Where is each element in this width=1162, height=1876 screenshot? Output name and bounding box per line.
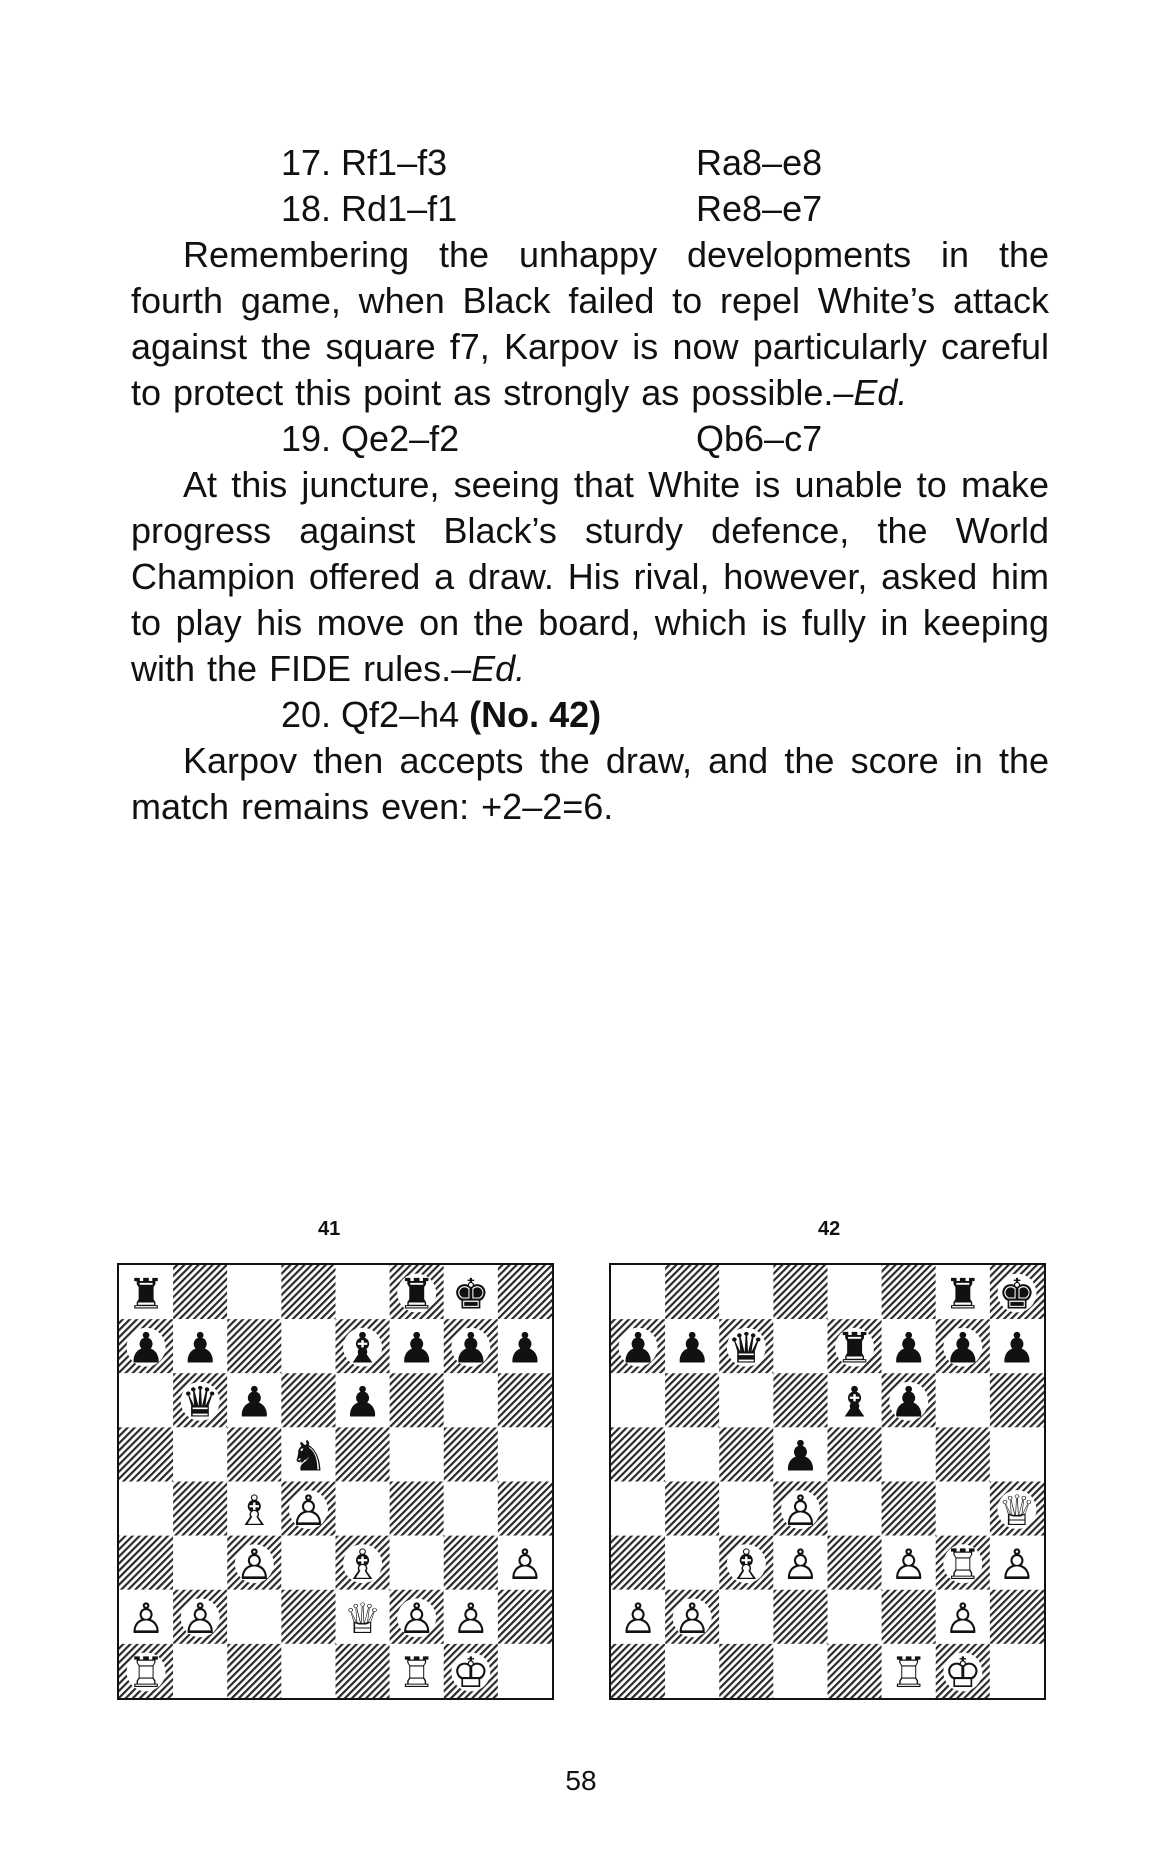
diagram-41-square-f5 xyxy=(390,1427,444,1481)
diagram-41-square-f4 xyxy=(390,1482,444,1536)
diagram-42-square-a3 xyxy=(611,1536,665,1590)
diagram-41-square-a4 xyxy=(119,1482,173,1536)
diagram-41-square-e5 xyxy=(336,1427,390,1481)
diagram-42-square-d6 xyxy=(773,1373,827,1427)
diagram-41-square-d6 xyxy=(281,1373,335,1427)
diagram-42-square-a5 xyxy=(611,1427,665,1481)
diagram-41-board-svg xyxy=(119,1265,552,1698)
diagram-41-square-b5 xyxy=(173,1427,227,1481)
diagram-42-square-a6 xyxy=(611,1373,665,1427)
move-20-text: 20. Qf2–h4 xyxy=(281,694,470,735)
diagram-42-square-e5 xyxy=(828,1427,882,1481)
diagram-42-square-h2 xyxy=(990,1590,1044,1644)
diagram-41-square-h5 xyxy=(498,1427,552,1481)
diagram-42-square-b6 xyxy=(665,1373,719,1427)
diagram-41-square-f3 xyxy=(390,1536,444,1590)
diagram-41-black-pawn-icon: ♟ xyxy=(181,1323,220,1373)
diagram-41-square-c7 xyxy=(227,1319,281,1373)
diagram-41-white-bishop-icon: ♗ xyxy=(343,1539,382,1589)
diagram-41-square-e8 xyxy=(336,1265,390,1319)
diagram-42-square-b4 xyxy=(665,1482,719,1536)
move-18-white: 18. Rd1–f1 xyxy=(281,188,458,229)
diagram-41-square-f6 xyxy=(390,1373,444,1427)
move-17-black: Ra8–e8 xyxy=(696,142,823,183)
diagram-42-square-c6 xyxy=(719,1373,773,1427)
diagram-41-label: 41 xyxy=(318,1218,341,1240)
diagram-42-white-bishop-icon: ♗ xyxy=(727,1539,766,1589)
diagram-42-black-pawn-icon: ♟ xyxy=(619,1323,657,1373)
diagram-41-white-rook-icon: ♖ xyxy=(397,1648,436,1698)
diagram-42-square-c5 xyxy=(719,1427,773,1481)
diagram-42-square-c8 xyxy=(719,1265,773,1319)
diagram-42-white-king-icon: ♔ xyxy=(943,1648,982,1698)
diagram-42-white-pawn-icon: ♙ xyxy=(889,1539,928,1589)
diagram-42-square-e1 xyxy=(828,1644,882,1698)
diagram-41-white-king-icon: ♔ xyxy=(451,1648,490,1698)
diagram-42-white-pawn-icon: ♙ xyxy=(673,1594,712,1644)
move-17 xyxy=(131,140,1049,186)
diagram-41-black-bishop-icon: ♝ xyxy=(343,1323,382,1373)
diagram-41-white-pawn-icon: ♙ xyxy=(451,1594,490,1644)
diagram-41-square-g4 xyxy=(444,1482,498,1536)
commentary-paragraph-3 xyxy=(131,738,1049,830)
diagram-41-square-h8 xyxy=(498,1265,552,1319)
diagram-42-white-pawn-icon: ♙ xyxy=(943,1594,982,1644)
diagram-42-square-c4 xyxy=(719,1482,773,1536)
diagram-41-square-c5 xyxy=(227,1427,281,1481)
diagram-42-square-a4 xyxy=(611,1482,665,1536)
diagram-42-square-h1 xyxy=(990,1644,1044,1698)
diagram-41-white-pawn-icon: ♙ xyxy=(127,1594,165,1644)
diagram-41-square-b8 xyxy=(173,1265,227,1319)
diagram-42-square-d1 xyxy=(773,1644,827,1698)
commentary-paragraph-2 xyxy=(131,462,1049,692)
diagram-42-white-pawn-icon: ♙ xyxy=(998,1539,1036,1589)
diagram-42-square-e8 xyxy=(828,1265,882,1319)
diagram-41-square-d1 xyxy=(281,1644,335,1698)
diagram-41-square-h6 xyxy=(498,1373,552,1427)
diagram-42-square-b8 xyxy=(665,1265,719,1319)
diagram-42-square-f8 xyxy=(882,1265,936,1319)
diagram-42-square-g5 xyxy=(936,1427,990,1481)
diagram-42-square-e2 xyxy=(828,1590,882,1644)
diagram-41-square-e1 xyxy=(336,1644,390,1698)
diagram-42-square-f4 xyxy=(882,1482,936,1536)
editor-note-1: Ed. xyxy=(853,372,908,413)
diagram-42-square-c1 xyxy=(719,1644,773,1698)
diagram-42-square-e4 xyxy=(828,1482,882,1536)
diagram-41-black-queen-icon: ♛ xyxy=(181,1377,220,1427)
diagram-41-black-rook-icon: ♜ xyxy=(127,1269,165,1319)
move-18 xyxy=(131,186,1049,232)
move-19-black: Qb6–c7 xyxy=(696,418,823,459)
diagram-42-square-b5 xyxy=(665,1427,719,1481)
move-20 xyxy=(131,692,1049,738)
diagram-41-square-d8 xyxy=(281,1265,335,1319)
diagram-reference: (No. 42) xyxy=(469,694,602,735)
diagram-42-white-rook-icon: ♖ xyxy=(943,1539,982,1589)
diagram-41-square-g6 xyxy=(444,1373,498,1427)
diagram-41-black-pawn-icon: ♟ xyxy=(235,1377,274,1427)
diagram-42-square-f2 xyxy=(882,1590,936,1644)
diagram-41-white-bishop-icon: ♗ xyxy=(235,1485,274,1535)
main-text xyxy=(131,140,1049,830)
diagram-42-white-rook-icon: ♖ xyxy=(889,1648,928,1698)
diagram-41-square-d7 xyxy=(281,1319,335,1373)
diagram-41-white-pawn-icon: ♙ xyxy=(235,1539,274,1589)
diagram-42-black-pawn-icon: ♟ xyxy=(889,1377,928,1427)
commentary-paragraph-1 xyxy=(131,232,1049,416)
diagram-42-black-pawn-icon: ♟ xyxy=(998,1323,1036,1373)
diagram-41-square-e4 xyxy=(336,1482,390,1536)
diagram-41-black-pawn-icon: ♟ xyxy=(451,1323,490,1373)
diagram-41-square-b4 xyxy=(173,1482,227,1536)
diagram-41-black-pawn-icon: ♟ xyxy=(127,1323,165,1373)
diagram-42-square-e3 xyxy=(828,1536,882,1590)
diagram-41-white-rook-icon: ♖ xyxy=(127,1648,165,1698)
commentary-3-text: Karpov then accepts the draw, and the score in the match remains even: +2–2=6. xyxy=(131,740,1049,827)
diagram-41-square-a6 xyxy=(119,1373,173,1427)
diagram-42-square-a1 xyxy=(611,1644,665,1698)
diagram-42-black-rook-icon: ♜ xyxy=(943,1269,982,1319)
diagram-41-square-a5 xyxy=(119,1427,173,1481)
diagram-42-square-f5 xyxy=(882,1427,936,1481)
chess-diagram-42 xyxy=(609,1263,1046,1700)
diagram-41-white-pawn-icon: ♙ xyxy=(397,1594,436,1644)
diagram-42-square-g6 xyxy=(936,1373,990,1427)
diagram-41-square-d2 xyxy=(281,1590,335,1644)
diagram-42-square-g4 xyxy=(936,1482,990,1536)
diagram-42-black-queen-icon: ♛ xyxy=(727,1323,766,1373)
diagram-41-square-d3 xyxy=(281,1536,335,1590)
editor-note-2: Ed. xyxy=(471,648,526,689)
diagram-42-square-a8 xyxy=(611,1265,665,1319)
diagram-42-black-bishop-icon: ♝ xyxy=(835,1377,874,1427)
diagram-42-white-pawn-icon: ♙ xyxy=(619,1594,657,1644)
diagram-42-black-pawn-icon: ♟ xyxy=(889,1323,928,1373)
diagram-41-square-b1 xyxy=(173,1644,227,1698)
diagram-42-square-h6 xyxy=(990,1373,1044,1427)
diagram-41-square-h2 xyxy=(498,1590,552,1644)
diagram-42-label: 42 xyxy=(818,1218,841,1240)
chess-diagram-41 xyxy=(117,1263,554,1700)
move-19-white: 19. Qe2–f2 xyxy=(281,418,460,459)
move-20-white xyxy=(281,692,601,738)
diagram-42-white-pawn-icon: ♙ xyxy=(781,1485,820,1535)
diagram-42-square-d2 xyxy=(773,1590,827,1644)
commentary-2-text: At this juncture, seeing that White is unable to make progress against Black’s sturdy defence, the World Champion offered a draw. His rival, however, asked him to play his move on the board, which is fully in keeping with the FIDE rules.– xyxy=(131,464,1049,689)
diagram-42-square-b1 xyxy=(665,1644,719,1698)
diagram-41-square-g5 xyxy=(444,1427,498,1481)
move-19 xyxy=(131,416,1049,462)
diagram-42-square-h5 xyxy=(990,1427,1044,1481)
diagram-42-black-rook-icon: ♜ xyxy=(835,1323,874,1373)
diagram-41-black-pawn-icon: ♟ xyxy=(506,1323,544,1373)
diagram-41-white-queen-icon: ♕ xyxy=(343,1594,382,1644)
diagram-41-square-c1 xyxy=(227,1644,281,1698)
diagram-41-black-knight-icon: ♞ xyxy=(289,1431,328,1481)
diagram-41-square-c8 xyxy=(227,1265,281,1319)
diagram-41-black-pawn-icon: ♟ xyxy=(397,1323,436,1373)
commentary-1-text: Remembering the unhappy developments in the fourth game, when Black failed to repel White’s attack against the square f7, Karpov is now particularly careful to protect this point as strongly as possible.– xyxy=(131,234,1049,413)
diagram-42-white-pawn-icon: ♙ xyxy=(781,1539,820,1589)
page-number: 58 xyxy=(565,1765,597,1796)
diagram-42-black-pawn-icon: ♟ xyxy=(781,1431,820,1481)
diagram-42-square-d8 xyxy=(773,1265,827,1319)
diagram-41-square-g3 xyxy=(444,1536,498,1590)
diagram-41-white-pawn-icon: ♙ xyxy=(181,1594,220,1644)
diagram-42-white-queen-icon: ♕ xyxy=(998,1485,1036,1535)
diagram-41-white-pawn-icon: ♙ xyxy=(506,1539,544,1589)
diagram-41-square-c2 xyxy=(227,1590,281,1644)
diagram-42-black-pawn-icon: ♟ xyxy=(673,1323,712,1373)
move-18-black: Re8–e7 xyxy=(696,188,823,229)
diagram-41-square-h1 xyxy=(498,1644,552,1698)
diagram-41-black-pawn-icon: ♟ xyxy=(343,1377,382,1427)
diagram-41-white-pawn-icon: ♙ xyxy=(289,1485,328,1535)
diagram-41-square-h4 xyxy=(498,1482,552,1536)
diagram-41-black-king-icon: ♚ xyxy=(451,1269,490,1319)
diagram-42-square-b3 xyxy=(665,1536,719,1590)
diagram-42-board-svg xyxy=(611,1265,1044,1698)
diagram-41-square-b3 xyxy=(173,1536,227,1590)
move-17-white: 17. Rf1–f3 xyxy=(281,142,448,183)
diagram-42-square-c2 xyxy=(719,1590,773,1644)
diagram-42-black-king-icon: ♚ xyxy=(998,1269,1036,1319)
diagram-41-square-a3 xyxy=(119,1536,173,1590)
diagram-41-black-rook-icon: ♜ xyxy=(397,1269,436,1319)
diagram-42-square-d7 xyxy=(773,1319,827,1373)
diagram-42-black-pawn-icon: ♟ xyxy=(943,1323,982,1373)
